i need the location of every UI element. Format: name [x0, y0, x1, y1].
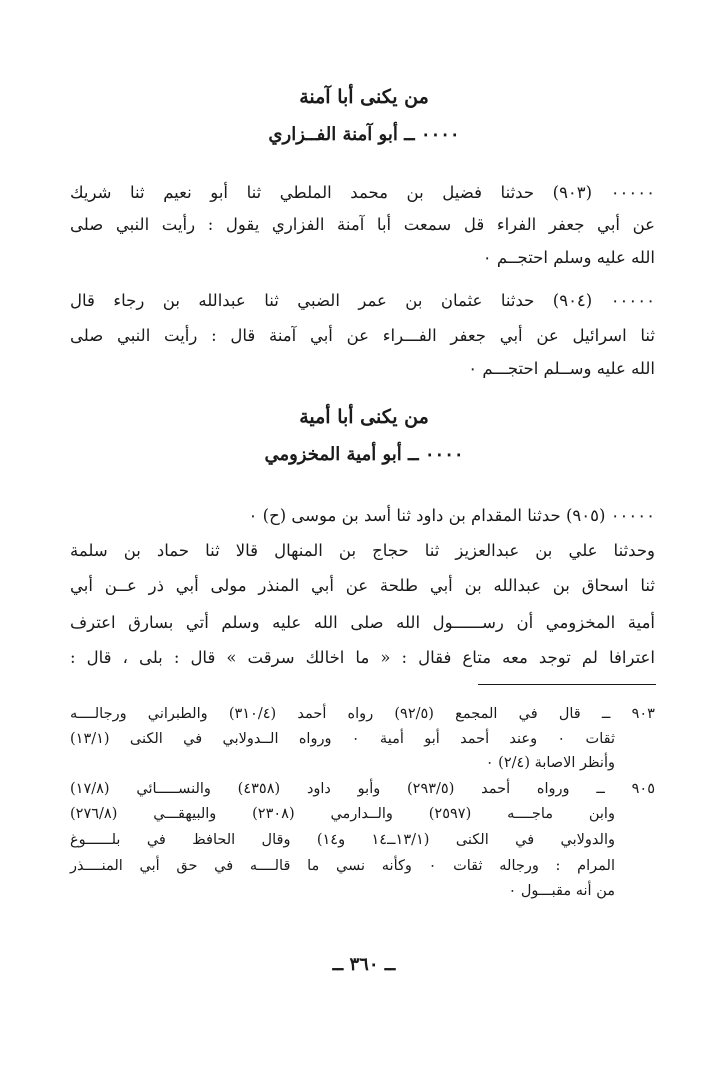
footnote-905-line-4: المرام : ورجاله ثقات ٠ وكأنه نسي ما قالــــه في حق أبي المنــــذر: [70, 858, 615, 874]
footnote-903-line-1: ٩٠٣ ــ قال في المجمع (٩٢/٥) رواه أحمد (٣١٠/٤) والطبراني ورجالــــه: [70, 706, 655, 722]
hadith-904-line-1: ٠٠٠٠٠ (٩٠٤) حدثنا عثمان بن عمر الضبي ثنا عبدالله بن رجاء قال: [70, 291, 655, 310]
hadith-905-line-3: ثنا اسحاق بن عبدالله بن أبي طلحة عن أبي المنذر مولى أبي ذر عــن أبي: [70, 576, 655, 595]
hadith-905-line-5: اعترافا لم توجد معه متاع فقال : « ما اخالك سرقت » قال : بلى ، قال :: [70, 648, 655, 667]
footnote-903-line-2: ثقات ٠ وعند أحمد أبو أمية ٠ ورواه الــدولابي في الكنى (١٣/١): [70, 731, 615, 747]
hadith-904-line-2: ثنا اسرائيل عن أبي جعفر الفـــراء عن أبي آمنة قال : رأيت النبي صلى: [70, 326, 655, 345]
footnote-905-line-1: ٩٠٥ ــ ورواه أحمد (٢٩٣/٥) وأبو داود (٤٣٥٨) والنســـــائي (١٧/٨): [70, 781, 655, 797]
hadith-905-line-4: أمية المخزومي أن رســــــول الله صلى الله عليه وسلم أتي بسارق اعترف: [70, 613, 655, 632]
footnote-divider: [478, 684, 656, 685]
footnote-903-line-3: وأنظر الاصابة (٢/٤) ٠: [485, 755, 615, 771]
footnote-905-line-3: والدولابي في الكنى (١٣/١ــ١٤ و١٤) وقال الحافظ في بلــــــوغ: [70, 832, 615, 848]
hadith-905-line-2: وحدثنا علي بن عبدالعزيز ثنا حجاج بن المنهال قالا ثنا حماد بن سلمة: [70, 541, 655, 560]
hadith-903-line-3: الله عليه وسلم احتجــم ٠: [482, 248, 655, 267]
hadith-903-line-1: ٠٠٠٠٠ (٩٠٣) حدثنا فضيل بن محمد الملطي ثنا أبو نعيم ثنا شريك: [70, 183, 655, 202]
section-subheading-abu-umayya: ٠٠٠٠ ــ أبو أمية المخزومي: [264, 444, 464, 465]
footnote-905-line-5: من أنه مقبـــول ٠: [508, 883, 615, 899]
section-heading-abu-amina: من يكنى أبا آمنة: [299, 86, 429, 108]
section-heading-abu-umayya: من يكنى أبا أمية: [299, 406, 429, 428]
hadith-905-line-1: ٠٠٠٠٠ (٩٠٥) حدثنا المقدام بن داود ثنا أسد بن موسى (ح) ٠: [248, 506, 655, 525]
footnote-905-line-2: وابن ماجــــه (٢٥٩٧) والــدارمي (٢٣٠٨) والبيهقـــي (٢٧٦/٨): [70, 806, 615, 822]
page-number: ــ ٣٦٠ ــ: [332, 954, 396, 975]
section-subheading-abu-amina: ٠٠٠٠ ــ أبو آمنة الفــزاري: [268, 124, 460, 145]
hadith-903-line-2: عن أبي جعفر الفراء قل سمعت أبا آمنة الفزاري يقول : رأيت النبي صلى: [70, 215, 655, 234]
hadith-904-line-3: الله عليه وســلم احتجـــم ٠: [468, 359, 655, 378]
